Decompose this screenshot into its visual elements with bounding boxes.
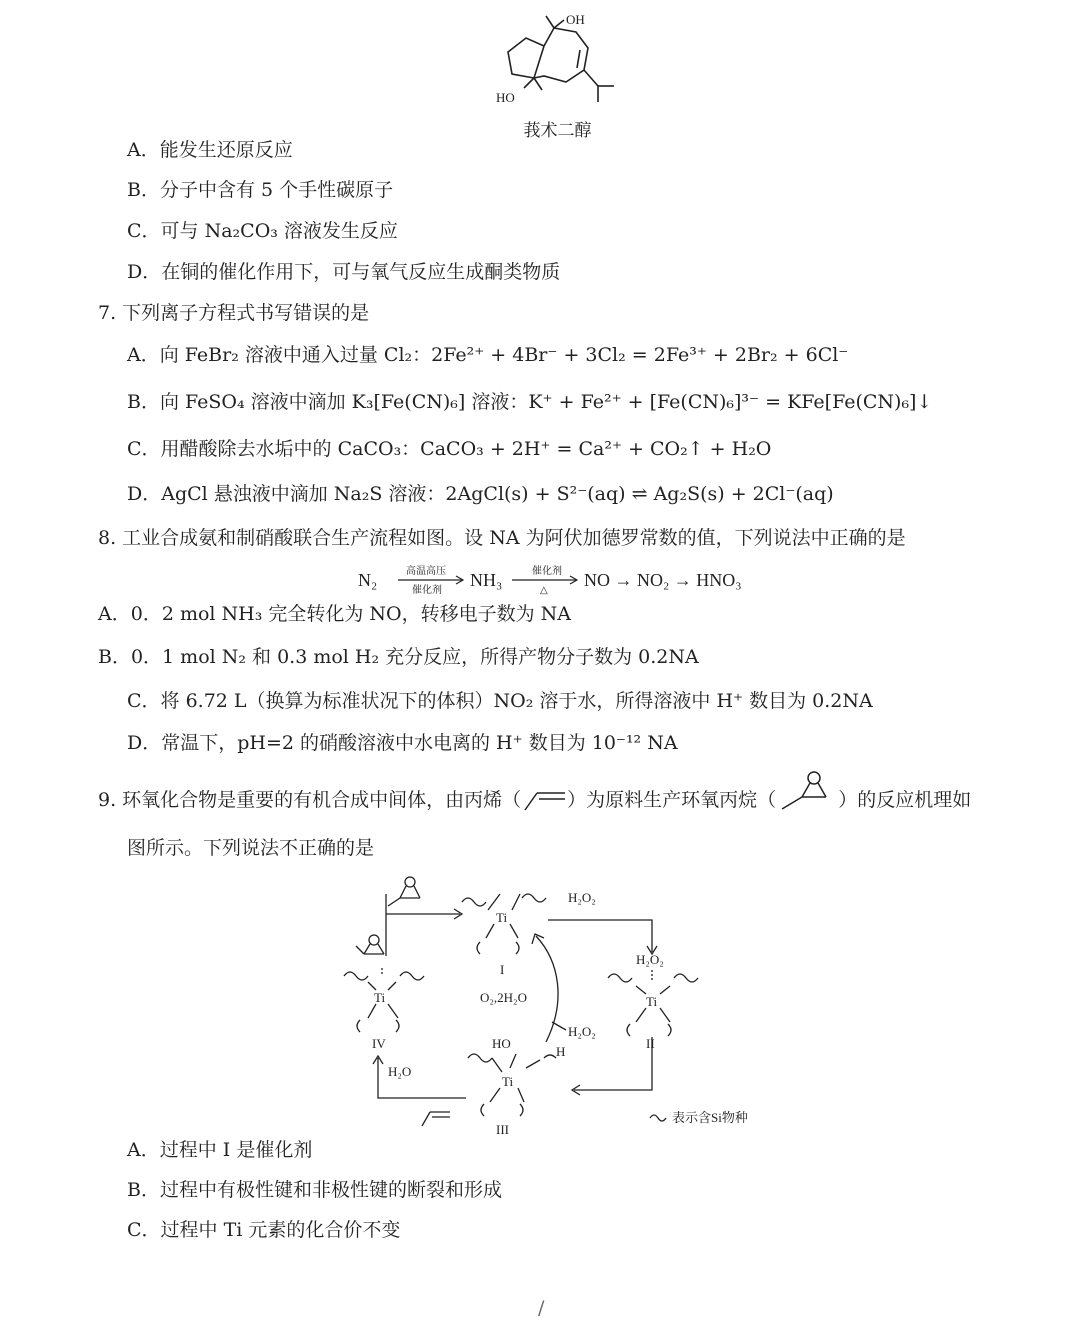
option-key: C． <box>127 438 161 460</box>
q9-stem-part2: ）为原料生产环氧丙烷（ <box>567 789 777 811</box>
q9-stem-line1 <box>98 783 971 817</box>
q9-option-b <box>127 1178 502 1202</box>
q8-option-b <box>98 645 699 669</box>
flow-cond1-bottom: 催化剂 <box>412 585 442 596</box>
option-key: C． <box>127 690 161 712</box>
q8-stem: 8. 工业合成氨和制硝酸联合生产流程如图。设 NA 为阿伏加德罗常数的值，下列说法中正确的是 <box>98 527 906 549</box>
option-text: 分子中含有 5 个手性碳原子 <box>159 179 394 201</box>
o2-2h2o-label: O₂,2H₂O <box>480 990 527 1005</box>
option-key: A． <box>127 139 160 161</box>
flow-cond1-top: 高温高压 <box>406 566 446 577</box>
q6-option-d <box>127 260 560 284</box>
option-text: 0．1 mol N₂ 和 0.3 mol H₂ 充分反应，所得产物分子数为 0.2NA <box>130 646 699 668</box>
q7-option-a <box>127 343 848 367</box>
option-key: B． <box>127 391 160 413</box>
option-key: C． <box>127 1219 161 1241</box>
option-key: B． <box>98 646 131 668</box>
q6-option-b <box>127 178 393 202</box>
option-key: D． <box>127 483 162 505</box>
ti-label-iv: Ti <box>374 990 386 1005</box>
molecule-caption: 莪术二醇 <box>523 121 592 141</box>
option-key: A． <box>127 1139 160 1161</box>
option-text: 将 6.72 L（换算为标准状况下的体积）NO₂ 溶于水，所得溶液中 H⁺ 数目为 0.2NA <box>160 690 873 712</box>
h2o-label: H₂O <box>388 1064 412 1079</box>
q9-option-a <box>127 1138 312 1162</box>
flow-tail: NO → NO₂ → HNO₃ <box>584 570 742 590</box>
q9-option-c <box>127 1218 400 1242</box>
ti-label-i: Ti <box>496 910 508 925</box>
option-key: B． <box>127 179 160 201</box>
q8-option-d <box>127 731 678 755</box>
ho-label: HO <box>496 90 515 105</box>
option-text: 向 FeBr₂ 溶液中通入过量 Cl₂：2Fe²⁺ + 4Br⁻ + 3Cl₂ = 2Fe³⁺ + 2Br₂ + 6Cl⁻ <box>159 344 849 366</box>
h2o2-coord-label: H₂O₂ <box>636 952 664 967</box>
molecule-structure <box>480 8 640 116</box>
option-text: 用醋酸除去水垢中的 CaCO₃：CaCO₃ + 2H⁺ = Ca²⁺ + CO₂↑ + H₂O <box>160 438 772 460</box>
q9-stem-line2: 图所示。下列说法不正确的是 <box>127 837 375 859</box>
option-key: B． <box>127 1179 160 1201</box>
option-text: 在铜的催化作用下，可与氧气反应生成酮类物质 <box>161 261 561 283</box>
q7-option-d <box>127 482 834 506</box>
ho-label-iii: HO <box>492 1036 511 1051</box>
q8-flow-diagram <box>350 562 770 598</box>
h2o2-side-label: H₂O₂ <box>568 1024 596 1039</box>
option-text: 可与 Na₂CO₃ 溶液发生反应 <box>160 220 398 242</box>
propene-structure <box>521 787 567 813</box>
option-text: 过程中 I 是催化剂 <box>159 1139 313 1161</box>
q6-option-c <box>127 219 398 243</box>
flow-n2: N₂ <box>358 570 378 590</box>
ti-i-bond-ul <box>488 894 500 910</box>
option-key: A． <box>127 344 160 366</box>
option-text: AgCl 悬浊液中滴加 Na₂S 溶液：2AgCl(s) + S²⁻(aq) ⇌ Ag₂S(s) + 2Cl⁻(aq) <box>161 483 834 505</box>
q7-option-b <box>127 390 932 414</box>
page-mark: / <box>538 1297 545 1319</box>
oh-label: OH <box>566 12 585 27</box>
q7-stem: 7. 下列离子方程式书写错误的是 <box>98 302 370 324</box>
q9-mechanism-diagram <box>330 872 800 1142</box>
propylene-oxide-structure <box>776 769 838 817</box>
species-label-i: I <box>500 962 505 977</box>
flow-nh3: NH₃ <box>470 570 503 590</box>
h2o2-top-label: H₂O₂ <box>568 890 596 905</box>
q9-stem-part1: 9. 环氧化合物是重要的有机合成中间体，由丙烯（ <box>98 789 522 811</box>
option-text: 向 FeSO₄ 溶液中滴加 K₃[Fe(CN)₆] 溶液：K⁺ + Fe²⁺ + [Fe(CN)₆]³⁻ = KFe[Fe(CN)₆]↓ <box>159 391 933 413</box>
flow-cond2-top: 催化剂 <box>532 566 562 577</box>
option-text: 常温下，pH=2 的硝酸溶液中水电离的 H⁺ 数目为 10⁻¹² NA <box>161 732 678 754</box>
h-label-iii: H <box>556 1044 566 1059</box>
species-label-iv: IV <box>372 1036 386 1051</box>
q7-option-c <box>127 437 771 461</box>
legend-text: 表示含Si物种 <box>672 1110 748 1125</box>
q8-option-a <box>98 602 571 626</box>
q8-option-c <box>127 689 873 713</box>
species-label-ii: II <box>646 1036 655 1051</box>
flow-cond2-bottom: △ <box>540 585 548 596</box>
ti-label-iii: Ti <box>502 1074 514 1089</box>
ti-label-ii: Ti <box>646 994 658 1009</box>
species-label-iii: III <box>496 1122 509 1137</box>
option-text: 能发生还原反应 <box>159 139 293 161</box>
option-text: 0．2 mol NH₃ 完全转化为 NO，转移电子数为 NA <box>130 603 572 625</box>
option-key: D． <box>127 732 162 754</box>
option-key: C． <box>127 220 161 242</box>
option-key: D． <box>127 261 162 283</box>
q9-stem-part3: ）的反应机理如 <box>838 789 972 811</box>
q6-option-a <box>127 138 293 162</box>
option-text: 过程中有极性键和非极性键的断裂和形成 <box>159 1179 502 1201</box>
option-key: A． <box>98 603 131 625</box>
option-text: 过程中 Ti 元素的化合价不变 <box>160 1219 401 1241</box>
